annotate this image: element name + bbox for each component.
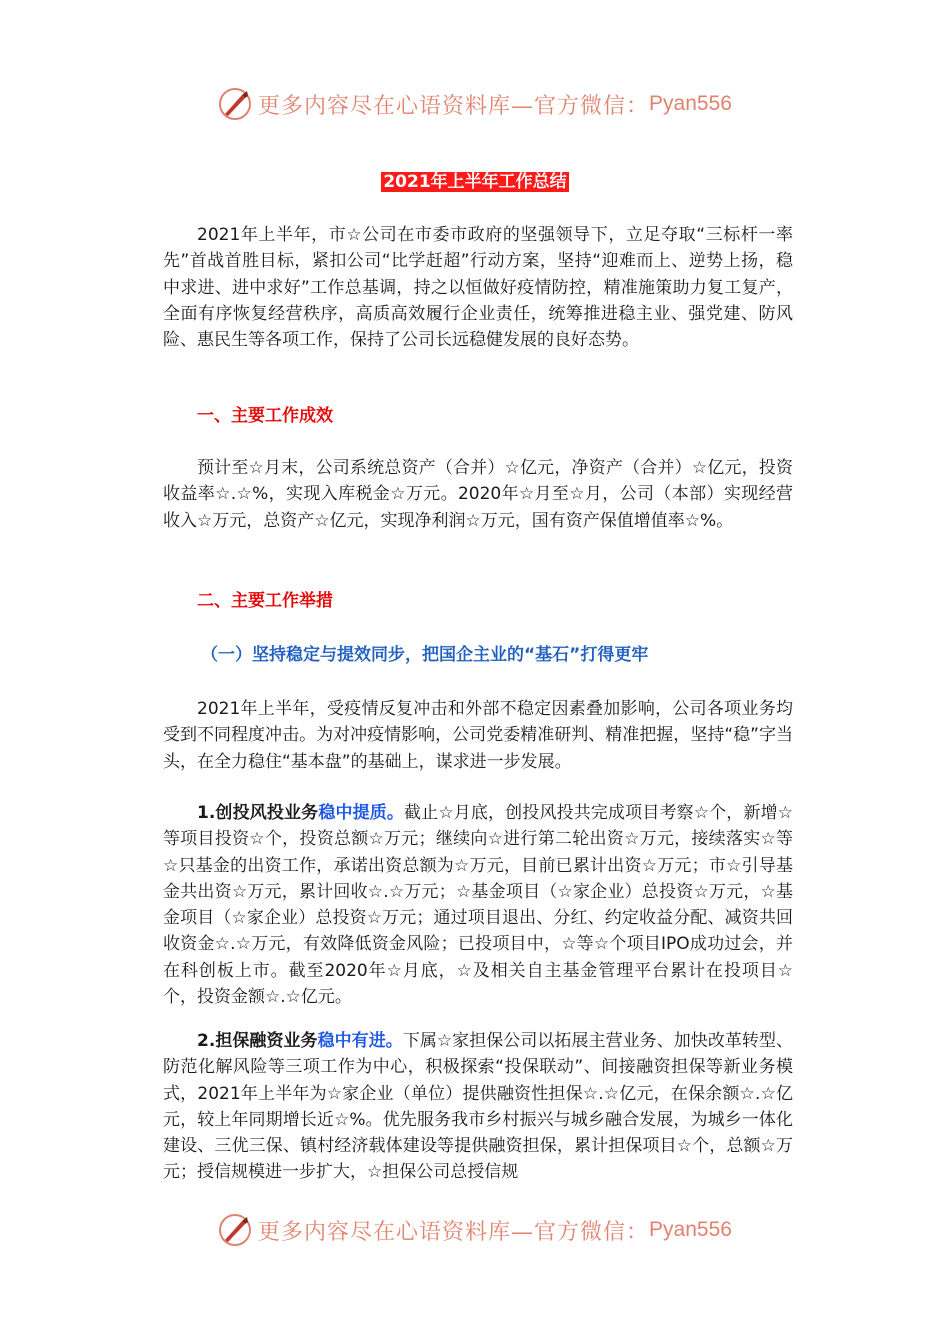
item-1-body: 截止☆月底，创投风投共完成项目考察☆个，新增☆等项目投资☆个，投资总额☆万元；继续向☆进行第二轮出资☆万元，接续落实☆等☆只基金的出资工作，承诺出资总额为☆万元，目前已累计出资☆万元；市☆引导基金共出资☆万元，累计回收☆.☆万元；☆基金项目（☆家企业）总投资☆万元，☆基金项目（☆家企业）总投资☆万元；通过项目退出、分红、约定收益分配、减资共回收资金☆.☆万元，有效降低资金风险；已投项目中，☆等☆个项目IPO成功过会，并在科创板上市。截至2020年☆月底，☆及相关自主基金管理平台累计在投项目☆个，投资金额☆.☆亿元。 xyxy=(163,803,793,1008)
header-watermark xyxy=(0,80,950,128)
item-1-lead: 1.创投风投业务 xyxy=(197,803,319,823)
subsection-1-body: 2021年上半年，受疫情反复冲击和外部不稳定因素叠加影响，公司各项业务均受到不同程度冲击。为对冲疫情影响，公司党委精准研判、精准把握，坚持“稳”字当头，在全力稳住“基本盘”的基础上，谋求进一步发展。 xyxy=(163,699,793,772)
quill-logo-icon xyxy=(218,1213,252,1247)
quill-logo-icon xyxy=(218,87,252,121)
item-2-lead: 2.担保融资业务 xyxy=(197,1031,318,1051)
section-1-body: 预计至☆月末，公司系统总资产（合并）☆亿元，净资产（合并）☆亿元，投资收益率☆.☆%，实现入库税金☆万元。2020年☆月至☆月，公司（本部）实现经营收入☆万元，总资产☆亿元，实现净利润☆万元，国有资产保值增值率☆%。 xyxy=(163,458,793,531)
item-2-paragraph xyxy=(163,1028,793,1186)
watermark-text: 更多内容尽在心语资料库—官方微信： xyxy=(258,1219,650,1245)
item-2-lead-highlight: 稳中有进。 xyxy=(317,1031,403,1051)
watermark-text: 更多内容尽在心语资料库—官方微信： xyxy=(258,93,650,119)
item-2-body: 下属☆家担保公司以拓展主营业务、加快改革转型、防范化解风险等三项工作为中心，积极探索“投保联动”、间接融资担保等新业务模式，2021年上半年为☆家企业（单位）提供融资性担保☆.☆亿元，在保余额☆.☆亿元，较上年同期增长近☆%。优先服务我市乡村振兴与城乡融合发展，为城乡一体化建设、三优三保、镇村经济载体建设等提供融资担保，累计担保项目☆个，总额☆万元；授信规模进一步扩大，☆担保公司总授信规 xyxy=(163,1031,793,1183)
document-title xyxy=(0,170,950,194)
subsection-1-heading: （一）坚持稳定与提效同步，把国企主业的“基石”打得更牢 xyxy=(201,645,649,665)
intro-paragraph: 2021年上半年，市☆公司在市委市政府的坚强领导下，立足夺取“三标杆一率先”首战首胜目标，紧扣公司“比学赶超”行动方案，坚持“迎难而上、逆势上扬，稳中求进、进中求好”工作总基调，持之以恒做好疫情防控，精准施策助力复工复产，全面有序恢复经营秩序，高质高效履行企业责任，统筹推进稳主业、强党建、防风险、惠民生等各项工作，保持了公司长远稳健发展的良好态势。 xyxy=(163,225,793,351)
section-1-heading: 一、主要工作成效 xyxy=(197,406,333,426)
footer-watermark xyxy=(0,1206,950,1254)
item-1-lead-highlight: 稳中提质。 xyxy=(318,803,405,823)
watermark-wechat-id: Pyan556 xyxy=(649,1218,732,1241)
document-title-text: 2021年上半年工作总结 xyxy=(383,172,567,192)
watermark-wechat-id: Pyan556 xyxy=(649,92,732,115)
section-2-heading: 二、主要工作举措 xyxy=(197,591,333,611)
item-1-paragraph xyxy=(163,800,793,1010)
